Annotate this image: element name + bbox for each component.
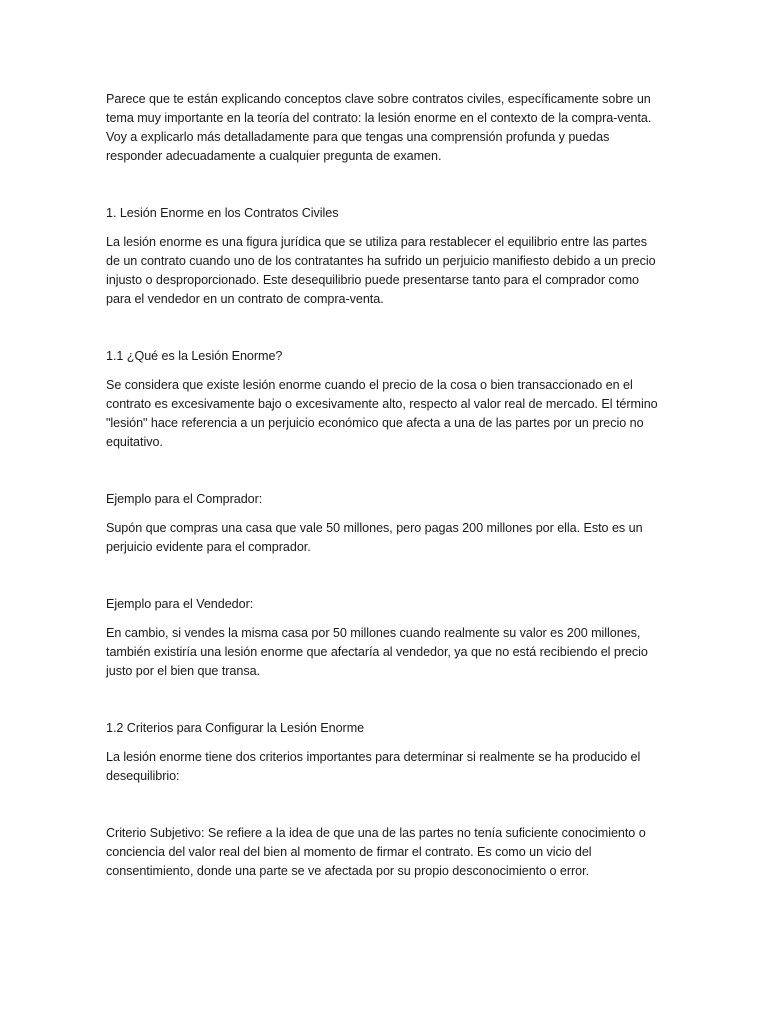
section-1-1-paragraph: Se considera que existe lesión enorme cuando el precio de la cosa o bien transaccionado en el contrato es excesivamente bajo o excesivamente alto, respecto al valor real de mercado. El término "lesión" hace referencia a un perjuicio económico que afecta a una de las partes por un precio no equitativo. — [106, 378, 658, 449]
example-buyer-heading: Ejemplo para el Comprador: — [106, 492, 263, 506]
section-1-2-paragraph: La lesión enorme tiene dos criterios importantes para determinar si realmente se ha producido el desequilibrio: — [106, 750, 641, 783]
section-1-heading: 1. Lesión Enorme en los Contratos Civiles — [106, 206, 339, 220]
example-seller-paragraph: En cambio, si vendes la misma casa por 50 millones cuando realmente su valor es 200 millones, también existiría una lesión enorme que afectaría al vendedor, ya que no está recibiendo el precio justo por el bien que transa. — [106, 626, 648, 678]
section-1-paragraph: La lesión enorme es una figura jurídica que se utiliza para restablecer el equilibrio entre las partes de un contrato cuando uno de los contratantes ha sufrido un perjuicio manifiesto debido a un precio injusto o desproporcionado. Este desequilibrio puede presentarse tanto para el comprador como para el vendedor en un contrato de compra-venta. — [106, 235, 656, 306]
section-1-1-heading: 1.1 ¿Qué es la Lesión Enorme? — [106, 349, 283, 363]
example-buyer-paragraph: Supón que compras una casa que vale 50 millones, pero pagas 200 millones por ella. Esto es un perjuicio evidente para el comprador. — [106, 521, 643, 554]
section-1-2-heading: 1.2 Criterios para Configurar la Lesión Enorme — [106, 721, 365, 735]
criterio-subjetivo-paragraph: Criterio Subjetivo: Se refiere a la idea de que una de las partes no tenía suficiente conocimiento o conciencia del valor real del bien al momento de firmar el contrato. Es como un vicio del consentimiento, donde una parte se ve afectada por su propio desconocimiento o error. — [106, 826, 646, 878]
intro-paragraph: Parece que te están explicando conceptos clave sobre contratos civiles, específicamente sobre un tema muy importante en la teoría del contrato: la lesión enorme en el contexto de la compra-venta. Voy a explicarlo más detalladamente para que tengas una comprensión profunda y puedas responder adecuadamente a cualquier pregunta de examen. — [106, 92, 652, 163]
example-seller-heading: Ejemplo para el Vendedor: — [106, 597, 254, 611]
document-content — [106, 90, 662, 881]
